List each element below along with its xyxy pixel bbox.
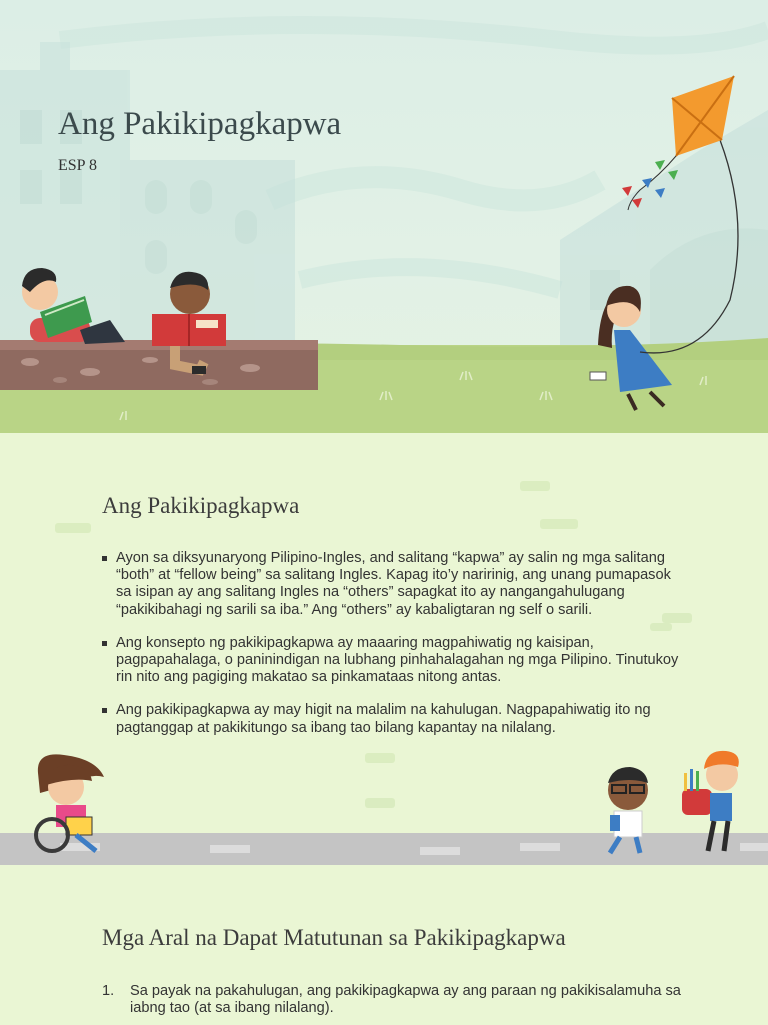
item-text: Sa payak na pakahulugan, ang pakikipagkapwa ay ang paraan ng pakikisalamuha sa iabng tao (at sa ibang nilalang). <box>130 983 681 1017</box>
title-slide <box>0 0 768 433</box>
numbered-item <box>102 983 682 1017</box>
title-slide-illustration <box>0 0 768 433</box>
stone-wall <box>0 340 318 390</box>
bullet-item: Ang konsepto ng pakikipagkapwa ay maaaring magpahiwatig ng kaisipan, pagpapahalaga, o paninindigan na lubhang pinhahalagahan ng mga Pilipino. Tinutukoy rin nito ang pagiging makatao sa pinkamataas nitong antas. <box>102 635 682 687</box>
road <box>0 833 768 865</box>
content-slide <box>0 433 768 865</box>
building-right <box>560 110 768 370</box>
numbered-list <box>102 983 682 1017</box>
content-slide-title: Ang Pakikipagkapwa <box>102 493 300 518</box>
bullet-item: Ang pakikipagkapwa ay may higit na malalim na kahulugan. Nagpapahiwatig ito ng pagtanggap at pakikitungo sa ibang tao bilang kapantay na nilalang. <box>102 702 682 736</box>
item-number: 1. <box>102 983 115 999</box>
slide-subtitle: ESP 8 <box>58 157 97 174</box>
bullet-item: Ayon sa diksyunaryong Pilipino-Ingles, and salitang “kapwa” ay salin ng mga salitang “both” at “fellow being” sa salitang Ingles. Kapag ito’y naririnig, ang unang pumapasok sa isipan ay ang salitang Ingles na “others” sapagkat ito ay nangangahulugang “pakikibahagi ng sarili sa iba.” Ang “others” ay kabaligtaran ng self o sarili. <box>102 550 682 619</box>
lessons-slide <box>0 865 768 1025</box>
bullet-list <box>102 550 682 753</box>
slide-title: Ang Pakikipagkapwa <box>58 106 342 142</box>
lessons-slide-title: Mga Aral na Dapat Matutunan sa Pakikipagkapwa <box>102 925 566 950</box>
